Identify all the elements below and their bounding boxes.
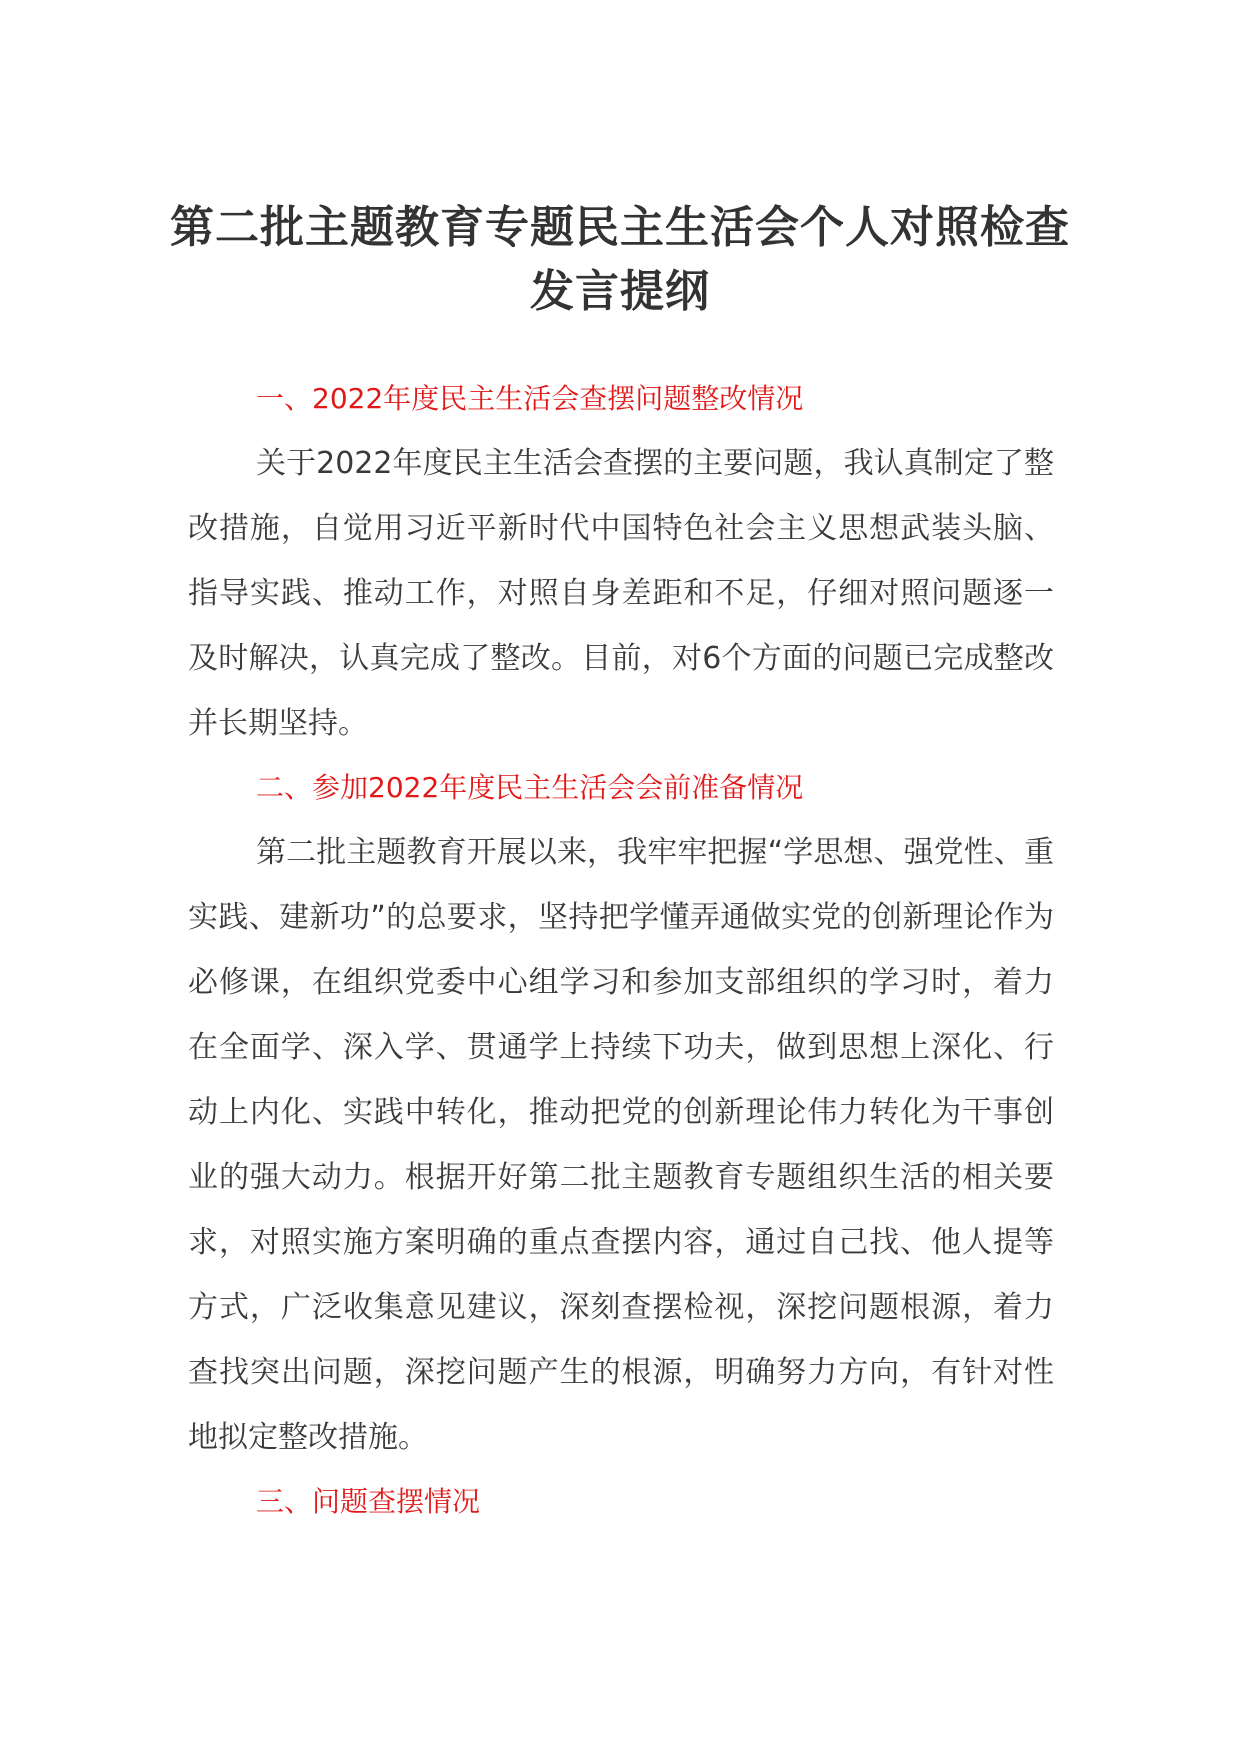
section-2-heading: 二、参加2022年度民主生活会会前准备情况: [256, 771, 804, 804]
section-1-paragraph: 关于2022年度民主生活会查摆的主要问题，我认真制定了整改措施，自觉用习近平新时代中国特色社会主义思想武装头脑、指导实践、推动工作，对照自身差距和不足，仔细对照问题逐一及时解决，认真完成了整改。目前，对6个方面的问题已完成整改并长期坚持。: [188, 446, 1054, 741]
document-body: [188, 367, 1054, 1534]
section-3-heading: 三、问题查摆情况: [256, 1485, 481, 1518]
document-title: 第二批主题教育专题民主生活会个人对照检查发言提纲: [170, 202, 1070, 317]
section-2-paragraph: 第二批主题教育开展以来，我牢牢把握“学思想、强党性、重实践、建新功”的总要求，坚持把学懂弄通做实党的创新理论作为必修课，在组织党委中心组学习和参加支部组织的学习时，着力在全面学、深入学、贯通学上持续下功夫，做到思想上深化、行动上内化、实践中转化，推动把党的创新理论伟力转化为干事创业的强大动力。根据开好第二批主题教育专题组织生活的相关要求，对照实施方案明确的重点查摆内容，通过自己找、他人提等方式，广泛收集意见建议，深刻查摆检视，深挖问题根源，着力查找突出问题，深挖问题产生的根源，明确努力方向，有针对性地拟定整改措施。: [188, 835, 1054, 1455]
section-1-heading: 一、2022年度民主生活会查摆问题整改情况: [256, 382, 804, 415]
